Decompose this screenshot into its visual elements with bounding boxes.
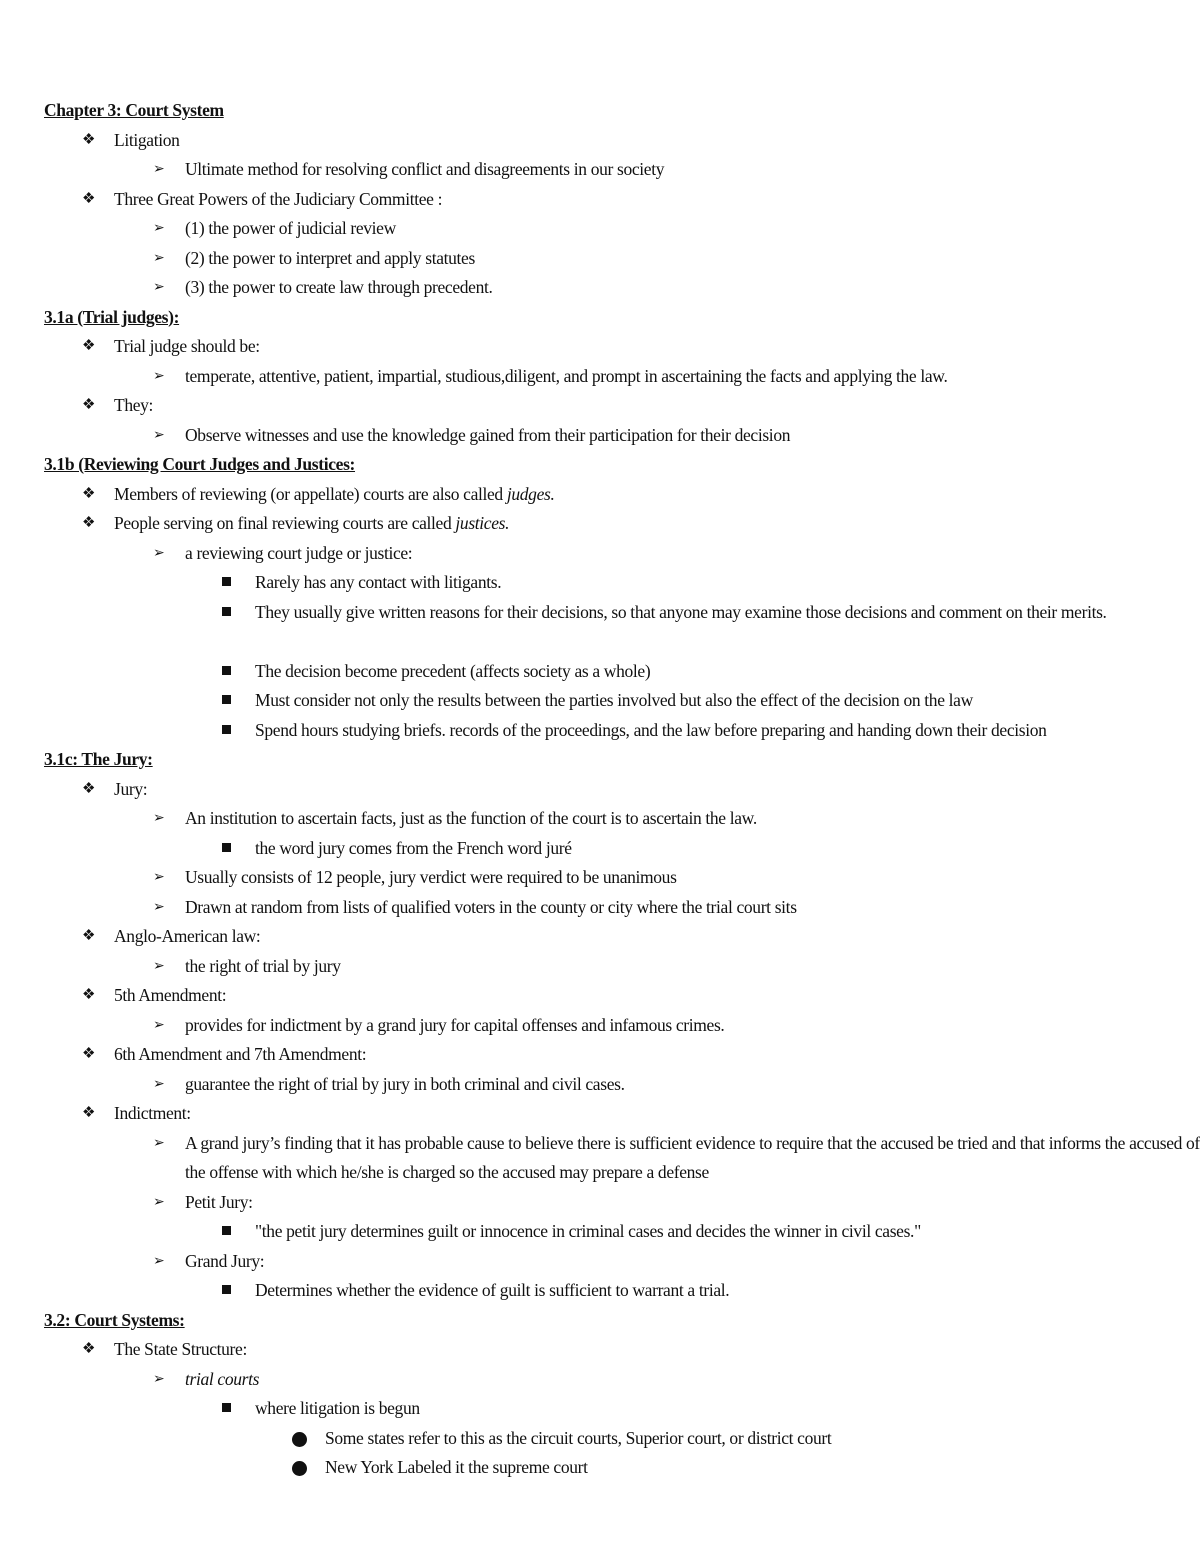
list-item-level-2 <box>0 244 1200 274</box>
section-heading: Chapter 3: Court System <box>44 100 224 120</box>
list-item-text: provides for indictment by a grand jury for capital offenses and infamous crimes. <box>185 1014 725 1035</box>
italic-term: judges. <box>506 483 555 504</box>
arrow-bullet-icon: ➢ <box>153 811 165 826</box>
list-item-level-2 <box>0 1129 1200 1188</box>
arrow-bullet-icon: ➢ <box>153 1076 165 1092</box>
list-item-level-2 <box>0 1247 1200 1277</box>
diamond-bullet-icon: ❖ <box>82 338 96 354</box>
arrow-bullet-icon: ➢ <box>153 162 165 177</box>
diamond-bullet-icon: ❖ <box>82 1105 96 1121</box>
list-item-level-1 <box>0 126 1200 156</box>
arrow-bullet-icon: ➢ <box>153 958 165 974</box>
list-item-text: a reviewing court judge or justice: <box>185 542 413 563</box>
list-item-level-3 <box>0 1276 1200 1306</box>
list-item-text: 6th Amendment and 7th Amendment: <box>114 1044 367 1064</box>
list-item-text: Must consider not only the results between the parties involved but also the effect of the decision on the law <box>255 690 973 710</box>
list-item-level-2 <box>0 155 1200 185</box>
list-item-level-1 <box>0 1099 1200 1129</box>
list-item-text: Usually consists of 12 people, jury verdict were required to be unanimous <box>185 867 677 887</box>
list-item-level-3 <box>0 657 1200 687</box>
notes-document <box>0 96 1200 1483</box>
diamond-bullet-icon: ❖ <box>82 190 96 207</box>
list-item-level-1 <box>0 185 1200 215</box>
arrow-bullet-icon: ➢ <box>153 1253 165 1269</box>
list-item-text: Grand Jury: <box>185 1250 265 1271</box>
list-item-text: An institution to ascertain facts, just as the function of the court is to ascertain the law. <box>185 808 757 828</box>
square-bullet-icon <box>222 666 231 675</box>
arrow-bullet-icon: ➢ <box>153 368 165 384</box>
arrow-bullet-icon: ➢ <box>153 250 165 266</box>
section-heading: 3.1a (Trial judges): <box>44 306 180 327</box>
list-item-text: Jury: <box>114 778 148 799</box>
list-item-text: People serving on final reviewing courts are called justices. <box>114 513 510 533</box>
list-item-text: Indictment: <box>114 1103 191 1123</box>
list-item-text: They: <box>114 395 154 415</box>
list-item-text: the right of trial by jury <box>185 955 341 976</box>
diamond-bullet-icon: ❖ <box>82 397 96 413</box>
section-heading: 3.1c: The Jury: <box>44 749 153 769</box>
diamond-bullet-icon: ❖ <box>82 1046 96 1062</box>
arrow-bullet-icon: ➢ <box>153 545 165 561</box>
square-bullet-icon <box>222 695 231 704</box>
square-bullet-icon <box>222 1226 231 1235</box>
arrow-bullet-icon: ➢ <box>153 1135 165 1151</box>
list-item-level-3 <box>0 686 1200 716</box>
section-heading: 3.1b (Reviewing Court Judges and Justices: <box>44 454 356 474</box>
arrow-bullet-icon: ➢ <box>153 221 165 236</box>
list-item-text: Drawn at random from lists of qualified voters in the county or city where the trial court sits <box>185 896 797 917</box>
list-item-text: New York Labeled it the supreme court <box>325 1457 588 1477</box>
list-item-level-1 <box>0 509 1200 539</box>
list-item-text: Some states refer to this as the circuit courts, Superior court, or district court <box>325 1427 832 1448</box>
list-item-level-2 <box>0 893 1200 923</box>
diamond-bullet-icon: ❖ <box>82 780 96 797</box>
square-bullet-icon <box>222 843 231 852</box>
list-item-text: They usually give written reasons for their decisions, so that anyone may examine those decisions and comment on their merits. <box>255 601 1107 622</box>
list-item-level-2 <box>0 539 1200 569</box>
list-item-text <box>185 1369 259 1389</box>
list-item-level-3 <box>0 598 1200 657</box>
list-item-text: Spend hours studying briefs. records of the proceedings, and the law before preparing and handing down their decision <box>255 719 1047 740</box>
list-item-level-1 <box>0 981 1200 1011</box>
list-item-level-1 <box>0 922 1200 952</box>
list-item-text: (1) the power of judicial review <box>185 218 396 238</box>
list-item-level-1 <box>0 332 1200 362</box>
list-item-level-2 <box>0 1188 1200 1218</box>
list-item-text: Litigation <box>114 129 180 150</box>
list-item-level-1 <box>0 391 1200 421</box>
square-bullet-icon <box>222 1285 231 1294</box>
list-item-level-2 <box>0 273 1200 303</box>
diamond-bullet-icon: ❖ <box>82 1341 96 1357</box>
list-item-level-2 <box>0 1011 1200 1041</box>
list-item-text: temperate, attentive, patient, impartial, studious,diligent, and prompt in ascertaining the facts and applying the law. <box>185 365 948 386</box>
list-item-level-2 <box>0 214 1200 244</box>
list-item-text: where litigation is begun <box>255 1398 420 1418</box>
circle-bullet-icon <box>292 1461 307 1476</box>
list-item-text: Members of reviewing (or appellate) courts are also called judges. <box>114 483 555 504</box>
list-item-level-1 <box>0 480 1200 510</box>
list-item-text: (3) the power to create law through precedent. <box>185 277 493 297</box>
list-item-level-1 <box>0 1335 1200 1365</box>
arrow-bullet-icon: ➢ <box>153 1371 165 1387</box>
list-item-text: The State Structure: <box>114 1339 247 1359</box>
diamond-bullet-icon: ❖ <box>82 515 96 531</box>
list-item-level-1 <box>0 1040 1200 1070</box>
arrow-bullet-icon: ➢ <box>153 280 165 295</box>
list-item-text: The decision become precedent (affects society as a whole) <box>255 660 651 681</box>
arrow-bullet-icon: ➢ <box>153 427 165 443</box>
list-item-text: Observe witnesses and use the knowledge gained from their participation for their decision <box>185 424 791 445</box>
list-item-level-4 <box>0 1424 1200 1454</box>
list-item-level-4 <box>0 1453 1200 1483</box>
arrow-bullet-icon: ➢ <box>153 1017 165 1033</box>
square-bullet-icon <box>222 725 231 734</box>
circle-bullet-icon <box>292 1432 307 1447</box>
list-item-level-3 <box>0 568 1200 598</box>
list-item-level-2 <box>0 952 1200 982</box>
arrow-bullet-icon: ➢ <box>153 870 165 885</box>
list-item-level-2 <box>0 863 1200 893</box>
list-item-text: Trial judge should be: <box>114 336 260 356</box>
list-item-text: (2) the power to interpret and apply statutes <box>185 247 475 268</box>
arrow-bullet-icon: ➢ <box>153 899 165 915</box>
list-item-level-3 <box>0 1394 1200 1424</box>
list-item-level-2 <box>0 1070 1200 1100</box>
list-item-text: Ultimate method for resolving conflict and disagreements in our society <box>185 159 665 179</box>
diamond-bullet-icon: ❖ <box>82 987 96 1003</box>
diamond-bullet-icon: ❖ <box>82 485 96 502</box>
square-bullet-icon <box>222 577 231 586</box>
list-item-level-3 <box>0 716 1200 746</box>
list-item-level-2 <box>0 421 1200 451</box>
list-item-level-3 <box>0 834 1200 864</box>
arrow-bullet-icon: ➢ <box>153 1194 165 1210</box>
section-heading: 3.2: Court Systems: <box>44 1309 185 1330</box>
list-item-text: "the petit jury determines guilt or innocence in criminal cases and decides the winner in civil cases." <box>255 1221 921 1241</box>
list-item-text: A grand jury’s finding that it has probable cause to believe there is sufficient evidence to require that the accused be tried and that informs the accused of the offense with which he/she is charged so the accused may prepare a defense <box>185 1132 1200 1182</box>
list-item-text: guarantee the right of trial by jury in both criminal and civil cases. <box>185 1073 625 1094</box>
square-bullet-icon <box>222 607 231 616</box>
square-bullet-icon <box>222 1403 231 1412</box>
list-item-text: 5th Amendment: <box>114 985 227 1005</box>
list-item-level-2 <box>0 1365 1200 1395</box>
italic-term: trial courts <box>185 1368 260 1389</box>
list-item-text: Rarely has any contact with litigants. <box>255 572 502 592</box>
list-item-level-2 <box>0 362 1200 392</box>
list-item-text: the word jury comes from the French word juré <box>255 837 572 858</box>
list-item-text: Anglo-American law: <box>114 926 261 946</box>
list-item-text: Petit Jury: <box>185 1191 253 1212</box>
list-item-level-3 <box>0 1217 1200 1247</box>
list-item-text: Three Great Powers of the Judiciary Committee : <box>114 188 443 209</box>
list-item-text: Determines whether the evidence of guilt is sufficient to warrant a trial. <box>255 1280 730 1300</box>
diamond-bullet-icon: ❖ <box>82 928 96 944</box>
diamond-bullet-icon: ❖ <box>82 131 96 148</box>
list-item-level-2 <box>0 804 1200 834</box>
list-item-level-1 <box>0 775 1200 805</box>
italic-term: justices. <box>455 513 510 533</box>
